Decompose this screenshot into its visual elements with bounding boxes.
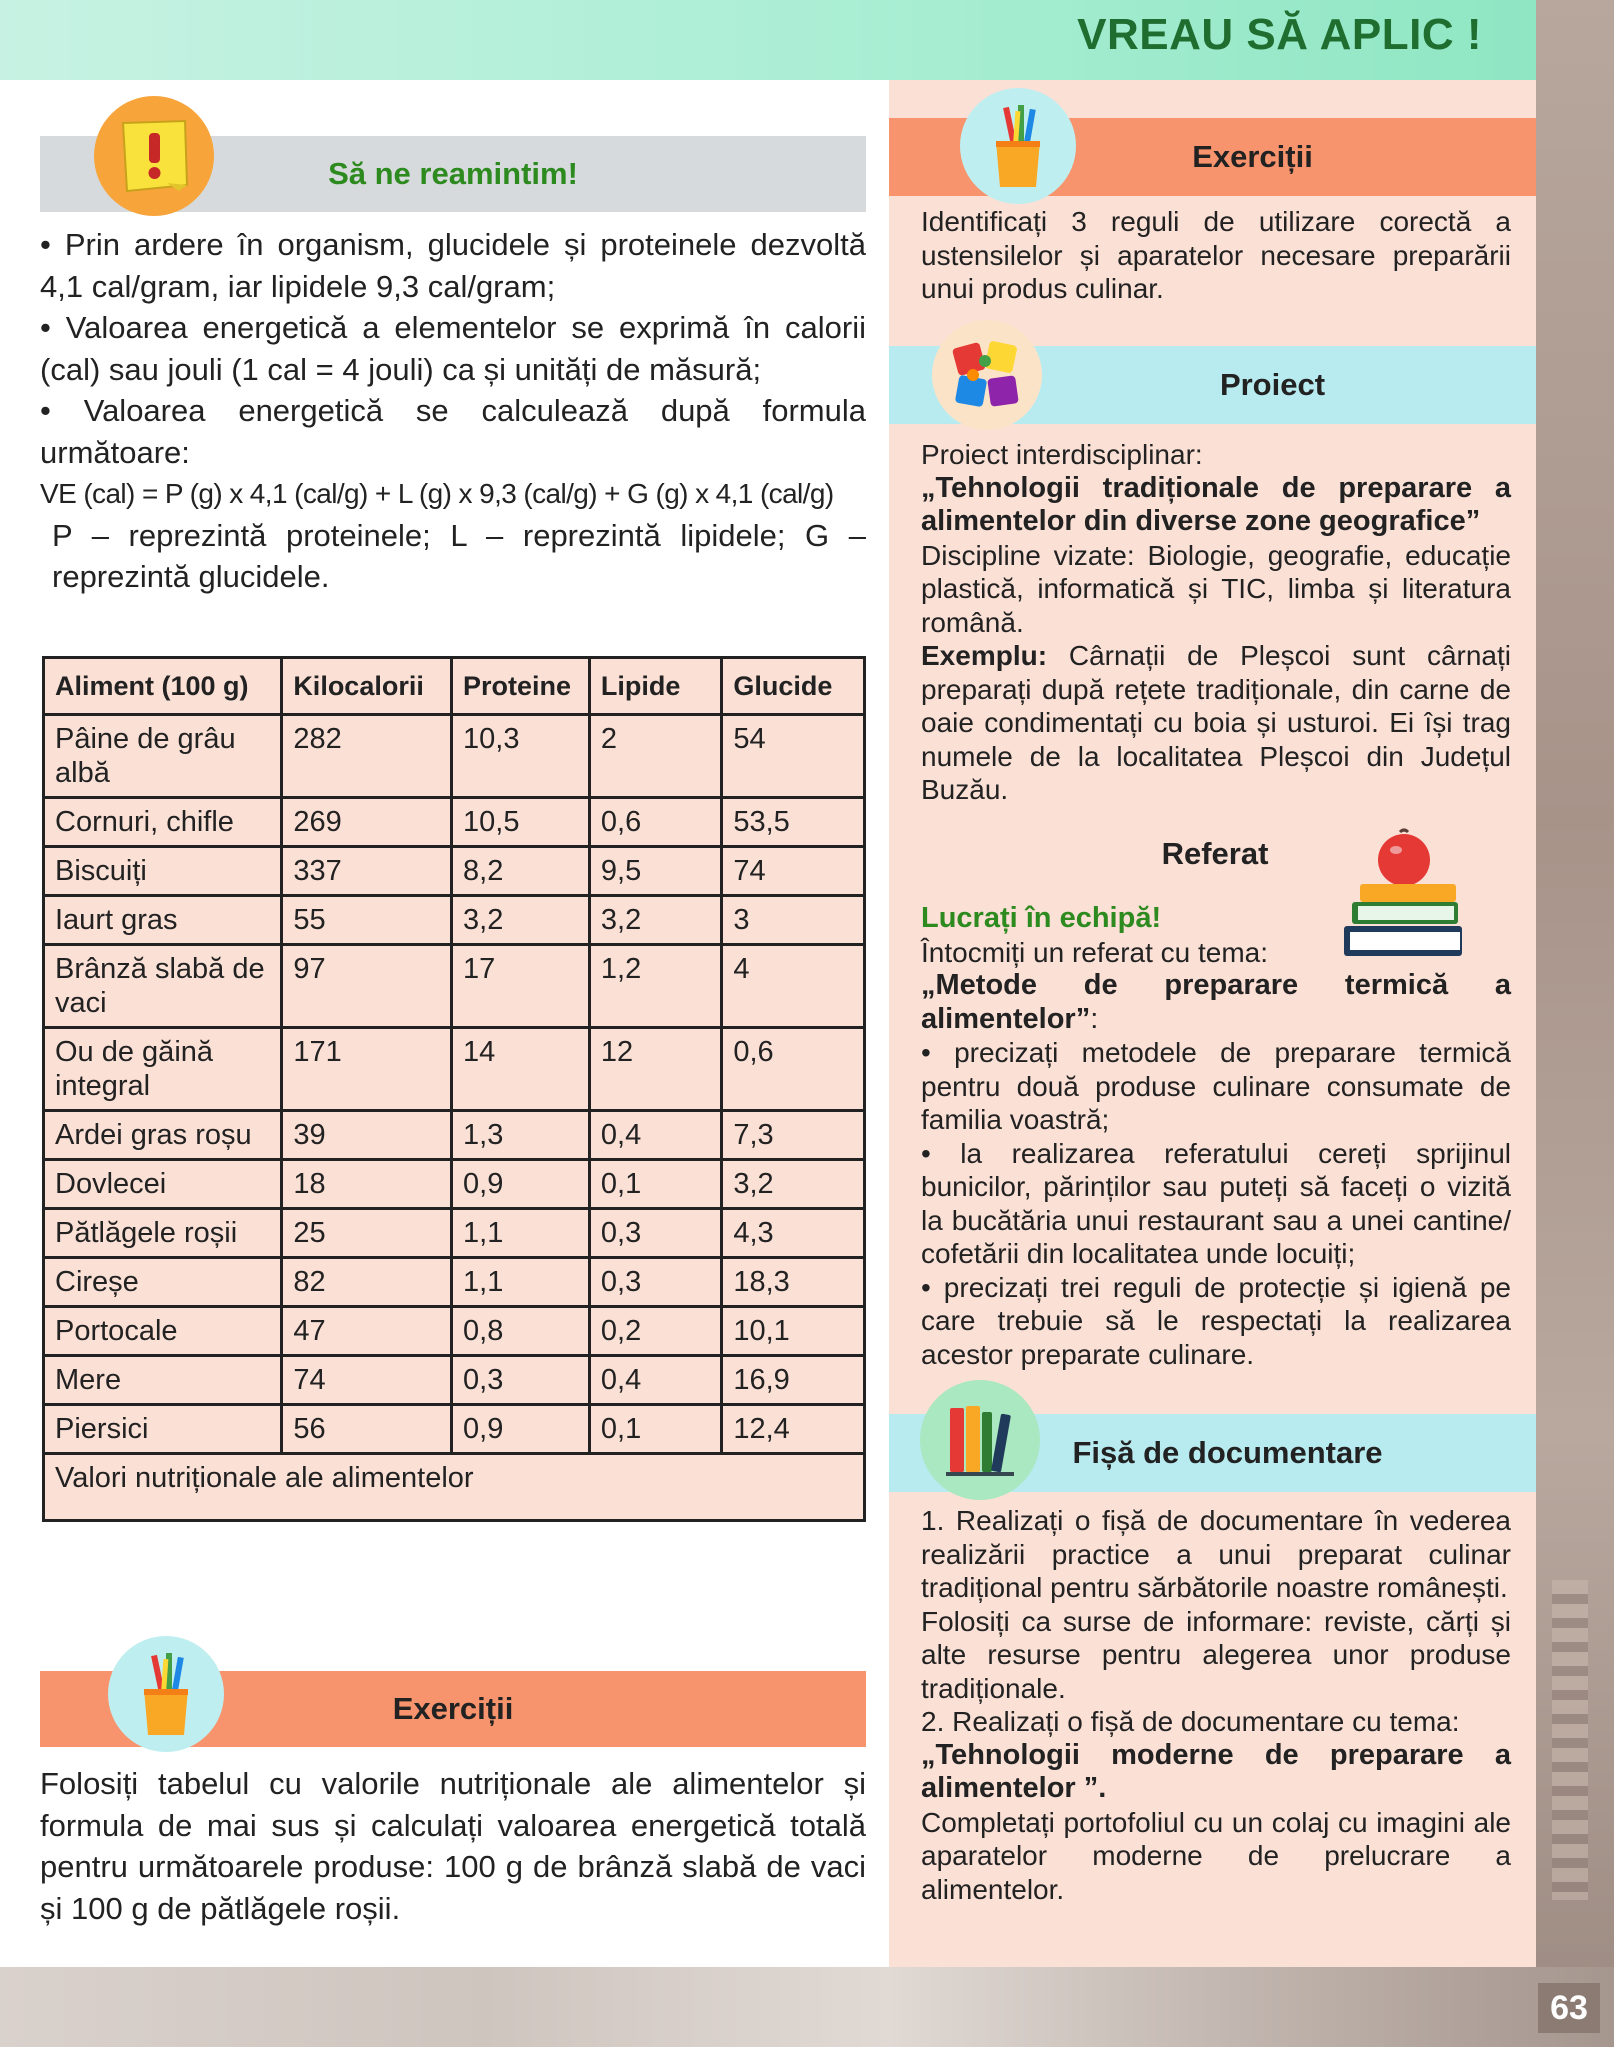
- table-cell: 14: [452, 1028, 590, 1111]
- table-cell: Cornuri, chifle: [44, 798, 282, 847]
- puzzle-pieces-icon: [932, 320, 1042, 430]
- table-cell: 7,3: [722, 1111, 865, 1160]
- report-team: Lucrați în echipă!: [921, 902, 1162, 934]
- table-header-row: [44, 658, 865, 715]
- table-cell: Portocale: [44, 1307, 282, 1356]
- pencil-cup-icon: [960, 88, 1076, 204]
- reminder-title: Să ne reamintim!: [328, 156, 578, 191]
- reminder-text: [40, 224, 866, 598]
- table-row: [44, 1405, 865, 1454]
- table-cell: 1,1: [452, 1258, 590, 1307]
- table-cell: 0,8: [452, 1307, 590, 1356]
- table-cell: 55: [282, 896, 452, 945]
- table-row: [44, 1258, 865, 1307]
- report-header: [1100, 816, 1330, 892]
- project-topic: „Tehnologii tradiționale de preparare a alimentelor din diverse zone geografice”: [921, 471, 1511, 537]
- table-cell: 0,2: [589, 1307, 721, 1356]
- report-text: [921, 902, 1511, 1371]
- table-row: [44, 945, 865, 1028]
- table-cell: 0,3: [452, 1356, 590, 1405]
- energy-formula: VE (cal) = P (g) x 4,1 (cal/g) + L (g) x 9,3 (cal/g) + G (g) x 4,1 (cal/g): [40, 478, 834, 509]
- table-cell: 8,2: [452, 847, 590, 896]
- table-cell: 54: [722, 715, 865, 798]
- report-topic: [921, 969, 1511, 1036]
- documentation-p4: Completați portofoliul cu un colaj cu imagini ale aparatelor moderne de prelucrare a alimentelor.: [921, 1806, 1511, 1905]
- table-cell: 97: [282, 945, 452, 1028]
- table-cell: Pâine de grâu albă: [44, 715, 282, 798]
- table-cell: Pătlăgele roșii: [44, 1209, 282, 1258]
- reminder-bullet-1: • Prin ardere în organism, glucidele și proteinele dezvoltă 4,1 cal/gram, iar lipidele 9,3 cal/gram;: [40, 227, 866, 304]
- project-title: Proiect: [1219, 367, 1326, 402]
- table-cell: 39: [282, 1111, 452, 1160]
- table-cell: 282: [282, 715, 452, 798]
- table-cell: 10,3: [452, 715, 590, 798]
- footer-band: [0, 1967, 1614, 2047]
- report-bullet-3: • precizați trei reguli de protecție și igienă pe care trebuie să le respectați la realizarea acestor preparate culinare.: [921, 1271, 1511, 1370]
- table-cell: Cireșe: [44, 1258, 282, 1307]
- report-bullet-2: • la realizarea referatului cereți sprijinul bunicilor, părinților sau puteți să faceți o vizită la bucătăria unui restaurant sau a unei cantine/ cofetării din localitatea unde locuiți;: [921, 1137, 1511, 1269]
- table-cell: 47: [282, 1307, 452, 1356]
- table-cell: 12,4: [722, 1405, 865, 1454]
- table-cell: 269: [282, 798, 452, 847]
- exercise-left-title: Exerciții: [392, 1691, 514, 1726]
- exercise-left-text: Folosiți tabelul cu valorile nutriționale ale alimentelor și formula de mai sus și calculați valoarea energetică totală pentru următoarele produse: 100 g de brânză slabă de vaci și 100 g de pătlăgele roșii.: [40, 1766, 866, 1926]
- table-cell: 56: [282, 1405, 452, 1454]
- table-row: [44, 896, 865, 945]
- project-example-label: Exemplu:: [921, 640, 1048, 671]
- table-cell: 0,3: [589, 1258, 721, 1307]
- table-cell: 16,9: [722, 1356, 865, 1405]
- reminder-bullet-2: • Valoarea energetică a elementelor se exprimă în calorii (cal) sau jouli (1 cal = 4 jouli) ca și unități de măsură;: [40, 310, 866, 387]
- table-cell: 82: [282, 1258, 452, 1307]
- table-cell: 3,2: [722, 1160, 865, 1209]
- table-cell: 53,5: [722, 798, 865, 847]
- pencil-cup-icon: [108, 1636, 224, 1752]
- table-cell: 10,1: [722, 1307, 865, 1356]
- table-cell: 3: [722, 896, 865, 945]
- sticky-note-exclamation-icon: [94, 96, 214, 216]
- table-header-cell: Lipide: [589, 658, 721, 715]
- table-cell: 4: [722, 945, 865, 1028]
- report-title: Referat: [1161, 836, 1269, 871]
- documentation-text: [921, 1504, 1511, 1906]
- report-intro: Întocmiți un referat cu tema:: [921, 936, 1269, 968]
- table-cell: Ardei gras roșu: [44, 1111, 282, 1160]
- table-row: [44, 1028, 865, 1111]
- table-cell: 0,1: [589, 1160, 721, 1209]
- table-cell: 0,9: [452, 1160, 590, 1209]
- table-cell: 0,6: [722, 1028, 865, 1111]
- table-cell: Mere: [44, 1356, 282, 1405]
- table-cell: 1,2: [589, 945, 721, 1028]
- project-example: [921, 639, 1511, 807]
- table-header-cell: Kilocalorii: [282, 658, 452, 715]
- table-cell: 4,3: [722, 1209, 865, 1258]
- table-cell: 0,4: [589, 1356, 721, 1405]
- report-topic-suffix: :: [1090, 1002, 1099, 1035]
- nutrition-table: [42, 656, 866, 1522]
- table-cell: 0,6: [589, 798, 721, 847]
- table-cell: Piersici: [44, 1405, 282, 1454]
- table-cell: 25: [282, 1209, 452, 1258]
- table-cell: 74: [282, 1356, 452, 1405]
- table-cell: Iaurt gras: [44, 896, 282, 945]
- report-topic-text: „Metode de preparare termică a alimentelor”: [921, 969, 1511, 1035]
- table-caption-row: [44, 1454, 865, 1521]
- table-row: [44, 798, 865, 847]
- table-cell: Ou de găină integral: [44, 1028, 282, 1111]
- table-cell: 1,1: [452, 1209, 590, 1258]
- table-row: [44, 847, 865, 896]
- documentation-p2: Folosiți ca surse de informare: reviste, cărți și alte resurse pentru alegerea unor produse tradiționale.: [921, 1605, 1511, 1704]
- table-cell: 337: [282, 847, 452, 896]
- exercise-right-title: Exerciții: [1192, 139, 1313, 174]
- table-cell: Dovlecei: [44, 1160, 282, 1209]
- table-cell: 171: [282, 1028, 452, 1111]
- table-cell: 18,3: [722, 1258, 865, 1307]
- table-caption: Valori nutriționale ale alimentelor: [44, 1454, 865, 1521]
- right-decorative-strip: [1536, 0, 1614, 2047]
- exercise-right-text: Identificați 3 reguli de utilizare corectă a ustensilelor și aparatelor necesare preparării unui produs culinar.: [921, 206, 1511, 304]
- books-icon: [920, 1380, 1040, 1500]
- table-cell: 3,2: [452, 896, 590, 945]
- page-number: 63: [1538, 1983, 1600, 2033]
- table-cell: Brânză slabă de vaci: [44, 945, 282, 1028]
- table-cell: 10,5: [452, 798, 590, 847]
- table-cell: 0,3: [589, 1209, 721, 1258]
- documentation-title: Fișă de documentare: [1072, 1435, 1383, 1470]
- table-cell: 18: [282, 1160, 452, 1209]
- table-cell: 9,5: [589, 847, 721, 896]
- table-cell: Biscuiți: [44, 847, 282, 896]
- project-example-text: Cârnații de Pleșcoi sunt cârnați preparați după rețete tradiționale, din carne de oaie condimentați cu boia și usturoi. Ei își trag numele de la localitatea Pleșcoi din Județul Buzău.: [921, 640, 1511, 805]
- table-cell: 12: [589, 1028, 721, 1111]
- table-cell: 74: [722, 847, 865, 896]
- table-header-cell: Aliment (100 g): [44, 658, 282, 715]
- table-cell: 0,1: [589, 1405, 721, 1454]
- documentation-p3: 2. Realizați o fișă de documentare cu tema:: [921, 1706, 1460, 1737]
- project-text: [921, 438, 1511, 807]
- report-bullet-1: • precizați metodele de preparare termică pentru două produse culinare consumate de familia voastră;: [921, 1037, 1511, 1135]
- table-cell: 2: [589, 715, 721, 798]
- table-body: [44, 715, 865, 1454]
- table-row: [44, 1356, 865, 1405]
- documentation-topic: „Tehnologii moderne de preparare a alimentelor ”.: [921, 1738, 1511, 1804]
- table-cell: 1,3: [452, 1111, 590, 1160]
- table-row: [44, 715, 865, 798]
- table-row: [44, 1209, 865, 1258]
- table-cell: 0,9: [452, 1405, 590, 1454]
- table-cell: 0,4: [589, 1111, 721, 1160]
- project-disciplines: Discipline vizate: Biologie, geografie, educație plastică, informatică și TIC, limba și literatura română.: [921, 539, 1511, 638]
- reminder-bullet-3: • Valoarea energetică se calculează după formula următoare:: [40, 393, 866, 470]
- project-intro: Proiect interdisciplinar:: [921, 439, 1203, 470]
- table-row: [44, 1111, 865, 1160]
- table-header-cell: Proteine: [452, 658, 590, 715]
- table-row: [44, 1160, 865, 1209]
- formula-legend: P – reprezintă proteinele; L – reprezintă lipidele; G – reprezintă glucidele.: [52, 517, 866, 594]
- documentation-p1: 1. Realizați o fișă de documentare în vederea realizării practice a unui preparat culinar tradițional pentru sărbătorile noastre românești.: [921, 1505, 1511, 1603]
- table-cell: 3,2: [589, 896, 721, 945]
- table-row: [44, 1307, 865, 1356]
- table-header-cell: Glucide: [722, 658, 865, 715]
- table-cell: 17: [452, 945, 590, 1028]
- strip-pattern: [1552, 1580, 1588, 1900]
- page-section-title: VREAU SĂ APLIC !: [1077, 10, 1482, 59]
